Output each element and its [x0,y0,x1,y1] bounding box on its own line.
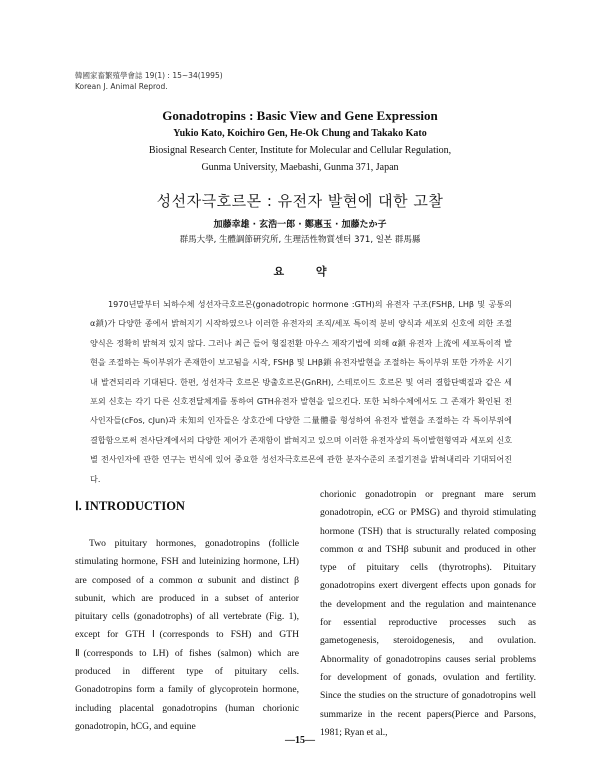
intro-right-column: chorionic gonadotropin or pregnant mare serum gonadotropin, eCG or PMSG) and thyroid stimulating hormone (TSH) that is structurally related composing common α and TSHβ subunit and produced in other type of pituitary cells (thyrotrophs). Pituitary gonadotropins exert divergent effects upon gonads for the development and the regulation and maintenance for essential reproductive processes such as gametogenesis, steroidogenesis, and ovulation. Abnormality of gonadotropins causes serial problems for development of gonads, ovulation and fertility. Since the studies on the structure of gonadotropins well summarize in the recent papers(Pierce and Parsons, 1981; Ryan et al., [320,489,536,738]
paper-title-en: Gonadotropins : Basic View and Gene Expression [162,108,438,123]
affiliation-en [0,142,600,176]
intro-left-column: Two pituitary hormones, gonadotropins (follicle stimulating hormone, FSH and luteinizing hormone, LH) are composed of a common α subunit and distinct β subunit, which are produced in a subset of anterior pituitary cells (gonadotrophs) of all vertebrate (Fig. 1), except for GTH Ⅰ(corresponds to FSH) and GTH Ⅱ(corresponds to LH) of fishes (salmon) which are produced in different type of pituitary cells. Gonadotropins form a family of glycoprotein hormone, including placental gonadotropins (human chorionic gonadotropin, hCG, and equine [75,538,299,732]
authors-ko: 加藤幸雄 · 玄浩一郎 · 鄭惠玉 · 加藤たか子 [213,220,387,230]
journal-citation: 韓國家畜繁殖學會誌 19(1) : 15~34(1995) [75,71,223,80]
affiliation-ko: 群馬大學, 生體調節硏究所, 生理活性物質센터 371, 일본 群馬縣 [179,235,421,245]
journal-name-en: Korean J. Animal Reprod. [75,82,168,91]
page-number: —15— [285,735,315,746]
paper-title-ko: 성선자극호르몬 : 유전자 발현에 대한 고찰 [156,192,444,210]
affiliation-en-line-1: Biosignal Research Center, Institute for Molecular and Cellular Regulation, [148,145,452,156]
affiliation-en-line-2: Gunma University, Maebashi, Gunma 371, Japan [201,162,399,173]
abstract-body: 1970년말부터 뇌하수체 성선자극호르몬(gonadotropic hormone :GTH)의 유전자 구조(FSHβ, LHβ 및 공통의 α鎖)가 다양한 종에서 밝혀지기 시작하였으나 이러한 유전자의 조직/세포 특이적 분비 양식과 세포외 신호에 의한 조절양식은 정확히 밝혀져 있지 않다. 그러나 최근 들어 형질전환 마우스 제작기법에 의해 α鎖 유전자 上流에 세포특이적 발현을 조절하는 특이부위가 존재한이 보고됨을 시작, FSHβ 및 LHβ鎖 유전자발현을 조절하는 특이부위 또한 가까운 시기내 발견되리라 기대된다. 한편, 성선자극 호르몬 방출호르몬(GnRH), 스테로이드 호르몬 및 여러 결합단백질과 같은 세포외 신호는 각기 다른 신호전달체계를 통하여 GTH유전자 발현을 일으킨다. 또한 뇌하수체에서도 그 존재가 확인된 전사인자들(cFos, cJun)과 未知의 인자들은 상호간에 다양한 二量體를 형성하여 유전자 발현을 조절하는 각 특이부위에 결합함으로써 전사단계에서의 다양한 제어가 존재함이 밝혀지고 있으며 이러한 유전자상의 특이발현형역과 세포외 신호별 전사인자에 관한 연구는 번식에 있어 중요한 성선자극호르몬에 관한 분자수준의 조절기전을 밝혀내리라 기대되어진다. [90,299,512,484]
abstract-heading: 요 약 [273,265,341,278]
authors-en: Yukio Kato, Koichiro Gen, He-Ok Chung and Takako Kato [173,128,427,139]
journal-header [75,70,223,92]
section-heading-introduction: Ⅰ. INTRODUCTION [75,499,185,513]
